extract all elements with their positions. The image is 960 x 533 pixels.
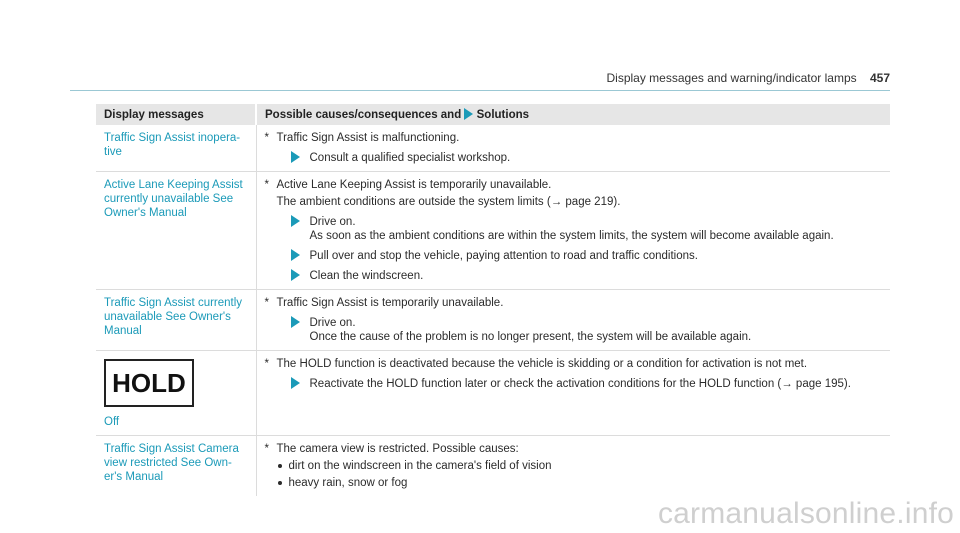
solution-cell bbox=[256, 351, 890, 436]
cause-line-2 bbox=[265, 195, 883, 209]
solution-cell bbox=[256, 290, 890, 351]
cause-line: * The HOLD function is deactivated because the vehicle is skidding or a condition for activation is not met. bbox=[264, 358, 808, 370]
page-number: 457 bbox=[869, 71, 890, 85]
list-item bbox=[265, 476, 883, 490]
cause-text: Active Lane Keeping Assist is temporarily unavailable. bbox=[276, 179, 552, 191]
solution-cell bbox=[256, 172, 890, 290]
play-arrow-icon bbox=[291, 269, 300, 281]
play-arrow-icon bbox=[291, 215, 300, 227]
table-header-row bbox=[96, 104, 890, 125]
hold-off-label: Off bbox=[104, 416, 120, 428]
step-detail: As soon as the ambient conditions are within the system limits, the system will become available again. bbox=[309, 230, 834, 242]
step-text: Drive on. bbox=[309, 317, 356, 329]
solution-cell bbox=[256, 436, 890, 497]
solution-step bbox=[265, 269, 883, 283]
step-detail: Once the cause of the problem is no longer present, the system will be available again. bbox=[309, 331, 752, 343]
play-arrow-icon bbox=[291, 151, 300, 163]
watermark: carmanualsonline.info bbox=[657, 497, 954, 530]
solution-step bbox=[265, 249, 883, 263]
table-row bbox=[96, 290, 890, 351]
play-arrow-icon bbox=[291, 249, 300, 261]
table-row bbox=[96, 172, 890, 290]
step-text: Consult a qualified specialist workshop. bbox=[309, 152, 511, 164]
hold-symbol-icon: HOLD bbox=[104, 359, 194, 407]
bullet-text: heavy rain, snow or fog bbox=[288, 477, 408, 489]
step-text: Pull over and stop the vehicle, paying attention to road and traffic conditions. bbox=[309, 250, 698, 262]
cause-line: * Active Lane Keeping Assist is temporarily unavailable. bbox=[264, 179, 552, 191]
message-cell: Traffic Sign Assist Camera view restricted See Own-er's Manual bbox=[96, 436, 256, 497]
display-messages-table bbox=[96, 104, 890, 496]
play-arrow-icon bbox=[464, 108, 473, 120]
message-cell: Active Lane Keeping Assist currently unavailable See Owner's Manual bbox=[96, 172, 256, 290]
table-row bbox=[96, 436, 890, 497]
step-text: Clean the windscreen. bbox=[309, 270, 424, 282]
message-cell bbox=[96, 351, 256, 436]
step-text: Reactivate the HOLD function later or check the activation conditions for the HOLD function (→ page 195). bbox=[309, 378, 851, 390]
step-text: Drive on. bbox=[309, 216, 356, 228]
solution-step bbox=[265, 316, 883, 344]
solution-step bbox=[265, 215, 883, 243]
bullet-text: dirt on the windscreen in the camera's field of vision bbox=[288, 460, 552, 472]
message-cell: Traffic Sign Assist currently unavailable See Owner's Manual bbox=[96, 290, 256, 351]
header-rule bbox=[70, 90, 890, 91]
cause-line: * Traffic Sign Assist is temporarily unavailable. bbox=[264, 297, 504, 309]
cause-text: Traffic Sign Assist is temporarily unavailable. bbox=[276, 297, 504, 309]
cause-line: * The camera view is restricted. Possible causes: bbox=[264, 443, 519, 455]
solution-cell bbox=[256, 125, 890, 172]
cause-text: The camera view is restricted. Possible causes: bbox=[276, 443, 519, 455]
cause-text: The HOLD function is deactivated because the vehicle is skidding or a condition for activation is not met. bbox=[276, 358, 808, 370]
page-header bbox=[607, 71, 891, 85]
list-item bbox=[265, 459, 883, 473]
header-title: Display messages and warning/indicator lamps bbox=[606, 71, 857, 85]
col-header-message: Display messages bbox=[96, 104, 256, 125]
col-header-solutions-tail: Solutions bbox=[476, 109, 530, 121]
table-row bbox=[96, 125, 890, 172]
table-row bbox=[96, 351, 890, 436]
cause-line: * Traffic Sign Assist is malfunctioning. bbox=[264, 132, 460, 144]
col-header-solutions bbox=[256, 104, 890, 125]
cause-text: Traffic Sign Assist is malfunctioning. bbox=[276, 132, 460, 144]
message-cell: Traffic Sign Assist inopera-tive bbox=[96, 125, 256, 172]
cause-text-2: The ambient conditions are outside the system limits (→ page 219). bbox=[276, 196, 621, 208]
col-header-solutions-label: Possible causes/consequences and bbox=[265, 109, 462, 121]
solution-step bbox=[265, 151, 883, 165]
solution-step bbox=[265, 377, 883, 391]
play-arrow-icon bbox=[291, 316, 300, 328]
play-arrow-icon bbox=[291, 377, 300, 389]
